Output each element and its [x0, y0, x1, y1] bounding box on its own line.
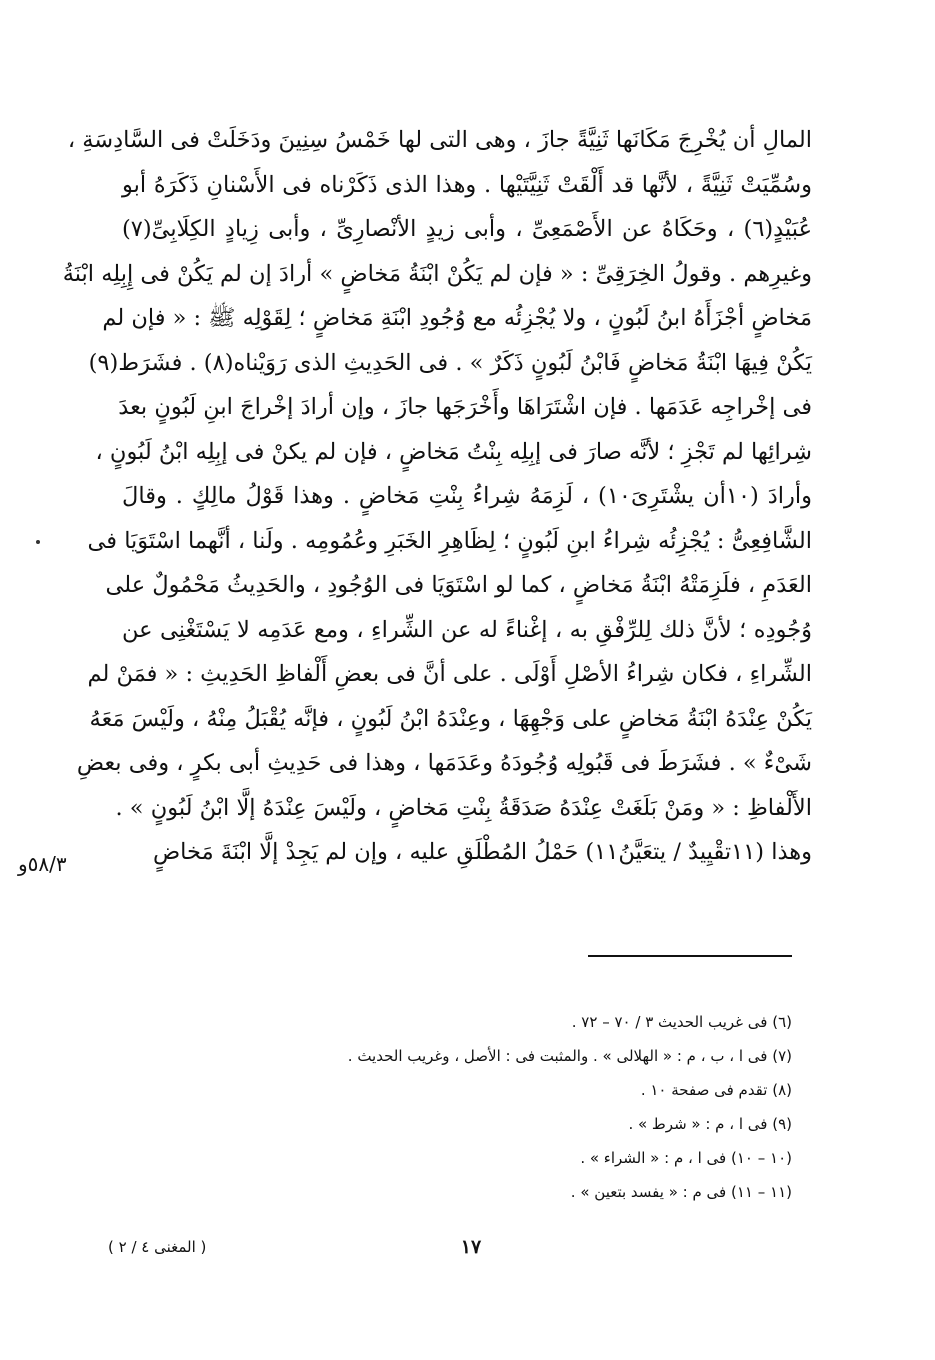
- margin-dot: [36, 540, 40, 544]
- footnote: (٨) تقدم فى صفحة ١٠ .: [640, 1081, 792, 1099]
- text-line: يَكُنْ عِنْدَهُ ابْنَةُ مَخاضٍ على وَجْهِهَا ، وعِنْدَهُ ابْنُ لَبُونٍ ، فإنَّه يُقْبَلُ مِنْهُ ، ولَيْسَ مَعَهُ: [89, 705, 812, 732]
- text-line: المالِ أن يُخْرِجَ مَكَانَها ثَنِيَّةً جازَ ، وهى التى لها خَمْسُ سِنِينَ ودَخَلَتْ فى السَّادِسَةِ ،: [67, 127, 812, 153]
- text-line: العَدَمِ ، فلَزِمَتْهُ ابْنَةُ مَخاضٍ ، كما لو اسْتَوَيَا فى الوُجُودِ ، والحَدِيثُ مَحْمُولٌ على: [105, 572, 812, 598]
- text-line: وغيرِهم . وقولُ الخِرَقِىِّ : « فإن لم يَكُنْ ابْنَةُ مَخاضٍ » أرادَ إن لم يَكُنْ فى إِبِلِه ابْنَةُ: [62, 260, 812, 287]
- footnote: (١٠ – ١٠) فى ا ، م : « الشراء » .: [580, 1149, 792, 1167]
- folio-mark: ٥٨/٣و: [18, 852, 67, 876]
- text-line: فى إخْراجِه عَدَمَها . فإن اشْتَرَاهَا وأَخْرَجَها جازَ ، وإن أرادَ إخْراجَ ابنِ لَبُونٍ بعدَ: [118, 394, 812, 420]
- running-footer: ( المغنى ٤ / ٢ ): [108, 1238, 207, 1256]
- body-text: [62, 118, 813, 875]
- footnote: (٧) فى ا ، ب ، م : « الهلالى » . والمثبت فى : الأصل ، وغريب الحديث .: [347, 1047, 792, 1065]
- text-line: شِرائِها لم تَجْزِ ؛ لأنَّه صارَ فى إبِلِه بِنْتُ مَخاضٍ ، فإن لم يكنْ فى إبِلِه ابْنُ لَبُونٍ ،: [95, 438, 812, 465]
- text-line: مَخاضٍ أجْزَأَهُ ابنُ لَبُونٍ ، ولا يُجْزِئُه مع وُجُودِ ابْنَةِ مَخاضٍ ؛ لِقَوْلِه ﷺ : « فإن لم: [102, 305, 812, 331]
- text-line: الشَّافِعِىُّ : يُجْزِئُه شِراءُ ابنِ لَبُونٍ ؛ لِظَاهِرِ الخَبَرِ وعُمُومِه . ولَنا ، أنَّهما اسْتَوَيَا فى: [87, 527, 812, 554]
- page-number: ١٧: [460, 1236, 482, 1258]
- footnote: (١١ – ١١) فى م : « يفسد بتعين » .: [570, 1183, 792, 1201]
- text-line: الأَلْفاظِ : « ومَنْ بَلَغَتْ عِنْدَهُ صَدَقَةُ بِنْتِ مَخاضٍ ، ولَيْسَ عِنْدَهُ إلَّا ابْنُ لَبُونٍ » .: [115, 794, 812, 821]
- footnote: (٩) فى ا ، م : « شرط » .: [628, 1115, 792, 1133]
- text-line: وأرادَ (١٠أن يشْتَرِىَ١٠) ، لَزِمَهُ شِراءُ بِنْتِ مَخاضٍ . وهذا قَوْلُ مالِكٍ . وقالَ: [122, 483, 813, 509]
- text-line: الشِّراءِ ، فكان شِراءُ الأصْلِ أَوْلَى . على أنَّ فى بعضِ أَلْفاظِ الحَدِيثِ : « فمَنْ لم: [87, 661, 812, 687]
- text-line: وهذا (١١تقْيِيدٌ / يتعَيَّنُ١١) حَمْلُ المُطْلَقِ عليه ، وإن لم يَجِدْ إلَّا ابْنَةَ مَخاضٍ: [152, 839, 812, 865]
- text-line: شَىْءٌ » . فشَرَطَ فى قَبُولِه وُجُودَهُ وعَدَمَها ، وهذا فى حَدِيثِ أبى بكرٍ ، وفى بعضِ: [76, 750, 812, 776]
- footnote-divider: [588, 955, 792, 957]
- footnotes: [122, 1008, 792, 1212]
- text-line: يَكُنْ فِيهَا ابْنَةُ مَخاضٍ فَابْنُ لَبُونٍ ذَكَرٌ » . فى الحَدِيثِ الذى رَوَيْناه(٨) . فشَرَط(٩): [88, 349, 812, 376]
- footnote: (٦) فى غريب الحديث ٣ / ٧٠ – ٧٢ .: [571, 1013, 792, 1031]
- text-line: عُبَيْدٍ(٦) ، وحَكَاهُ عن الأَصْمَعِىِّ ، وأبى زيدٍ الأنْصارِىِّ ، وأبى زِيادٍ الكِلَابِىِّ(٧): [122, 216, 812, 242]
- text-line: وسُمِّيَتْ ثَنِيَّةً ، لأنَّها قد أَلْقَتْ ثَنِيَّتَيْها . وهذا الذى ذَكَرْناه فى الأَسْنانِ ذَكَرَهُ أبو: [122, 171, 812, 198]
- text-line: وُجُودِه ؛ لأنَّ ذلك لِلرِّفْقِ به ، إغْناءً له عن الشِّراءِ ، ومع عَدَمِه لا يَسْتَغْنِى عن: [122, 616, 812, 643]
